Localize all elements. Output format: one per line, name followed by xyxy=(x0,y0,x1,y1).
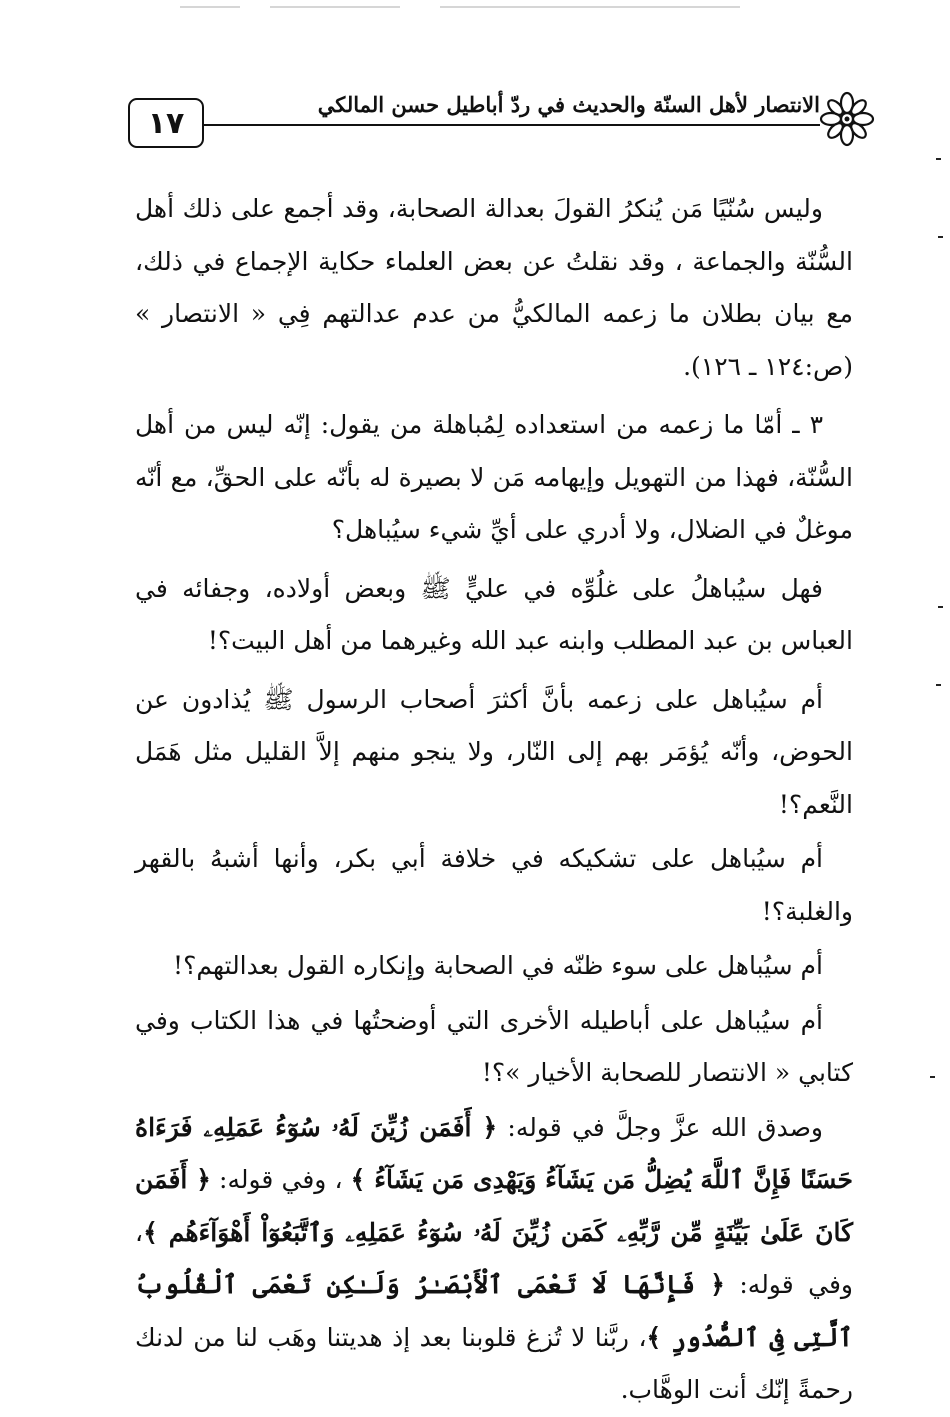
paragraph-3: فهل سيُباهلُ على غلُوِّه في عليٍّ ﷺ وبعض أولاده، وجفائه في العباس بن عبد المطلب وابنه عبد الله وغيرهما من أهل البيت؟! xyxy=(135,573,853,655)
paragraph-4: أم سيُباهل على زعمه بأنَّ أكثرَ أصحاب الرسول ﷺ يُذادون عن الحوض، وأنّه يُؤمَر بهم إلى النّار، ولا ينجو منهم إلاَّ القليل مثل هَمَل النَّعم؟! xyxy=(135,684,853,819)
paragraph-5: أم سيُباهل على تشكيكه في خلافة أبي بكر، وأنها أشبهُ بالقهر والغلبة؟! xyxy=(135,844,853,926)
page-number: ١٧ xyxy=(128,98,204,148)
paragraph-6: أم سيُباهل على سوء ظنّه في الصحابة وإنكاره القول بعدالتهم؟! xyxy=(173,951,823,980)
quran-verse-1: ﴿ أَفَمَن زُيِّنَ لَهُۥ سُوٓءُ عَمَلِهِۦ فَرَءَاهُ حَسَنًا فَإِنَّ ٱللَّهَ يُضِلُّ مَن يَشَآءُ وَيَهْدِى مَن يَشَآءُ ﴾ xyxy=(135,1112,853,1194)
margin-mark xyxy=(936,684,941,686)
body-text xyxy=(135,183,853,1417)
paragraph-1: وليس سُنّيًا مَن يُنكرُ القولَ بعدالة الصحابة، وقد أجمع على ذلك أهل السُّنّة والجماعة ، وقد نقلتُ عن بعض العلماء حكاية الإجماع في ذلك، مع بيان بطلان ما زعمه المالكيُّ من عدم عدالتهم فِي « الانتصار » (ص:١٢٤ ـ ١٢٦). xyxy=(135,194,853,381)
closing-intro: وصدق الله عزَّ وجلَّ في قوله: xyxy=(497,1112,823,1142)
closing-link-2: ، وفي قوله: xyxy=(135,1217,853,1299)
header-rule xyxy=(198,124,820,126)
margin-mark xyxy=(930,1076,935,1078)
margin-mark xyxy=(938,236,943,238)
paragraph-7: أم سيُباهل على أباطيله الأخرى التي أوضحتُها في هذا الكتاب وفي كتابي « الانتصار للصحابة الأخيار »؟! xyxy=(135,1005,853,1087)
closing-ending: ، ربَّنا لا تُزغ قلوبنا بعد إذ هديتنا وهَب لنا من لدنك رحمةً إنّك أنت الوهَّاب. xyxy=(135,1322,853,1404)
quran-verse-3: ﴿ فَإِنَّهَا لَا تَعْمَى ٱلْأَبْصَـٰرُ وَلَـٰكِن تَعْمَى ٱلْقُلُوبُ ٱلَّتِى فِى ٱلصُّدُورِ ﴾ xyxy=(135,1270,853,1352)
closing-paragraph xyxy=(135,1102,853,1417)
closing-link-1: ، وفي قوله: xyxy=(210,1165,351,1194)
page-header xyxy=(128,88,878,158)
margin-mark xyxy=(938,606,943,608)
margin-mark xyxy=(936,158,941,160)
paragraph-2: ٣ ـ أمّا ما زعمه من استعداده لِمُباهلة من يقول: إنّه ليس من أهل السُّنّة، فهذا من التهويل وإيهامه مَن لا بصيرة له بأنّه على الحقِّ، مع أنّه موغلٌ في الضلال، ولا أدري على أيِّ شيء سيُباهل؟ xyxy=(135,410,853,544)
flower-ornament-icon xyxy=(816,88,878,150)
running-title: الانتصار لأهل السنّة والحديث في ردّ أباطيل حسن المالكي xyxy=(312,92,820,117)
quran-verse-2: ﴿ أَفَمَن كَانَ عَلَىٰ بَيِّنَةٍ مِّن رَّبِّهِۦ كَمَن زُيِّنَ لَهُۥ سُوٓءُ عَمَلِهِۦ وَٱتَّبَعُوٓاْ أَهْوَآءَهُم ﴾ xyxy=(135,1165,853,1247)
scan-artifact xyxy=(180,6,740,8)
